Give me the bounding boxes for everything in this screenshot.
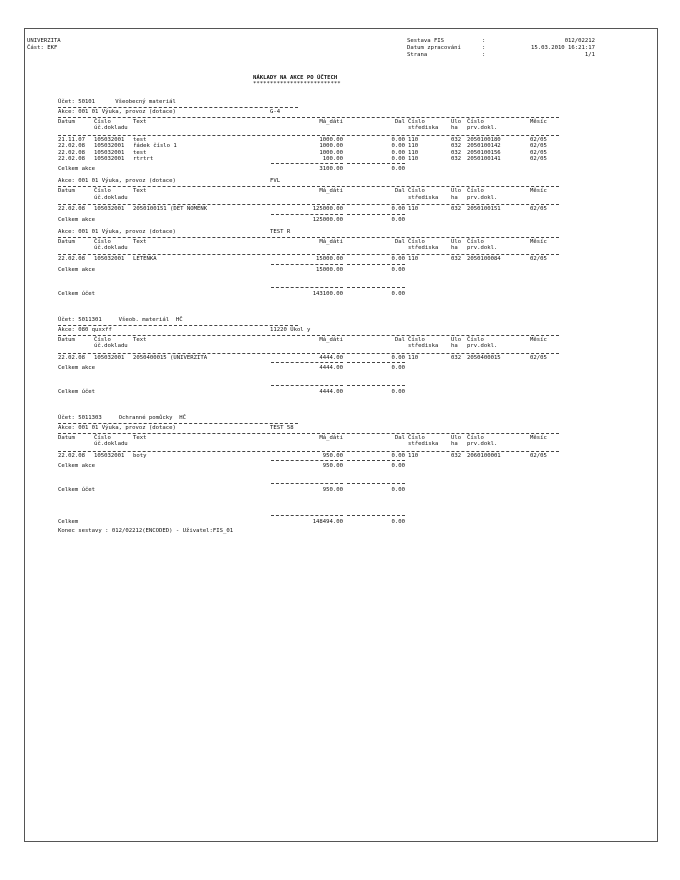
col-header-cislo-prv: Číslo <box>467 336 484 343</box>
report-title-underline: ************************** <box>253 81 341 87</box>
col-header-ma-dati: Má_dáti <box>319 238 343 245</box>
col-header-dal: Dal <box>394 119 405 125</box>
date-colon: : <box>482 45 486 51</box>
cell-ulo: 032 <box>451 149 462 156</box>
cell-ulo: 032 <box>451 452 462 459</box>
cell-cislo: 105032001 <box>94 452 125 459</box>
col-header-text: Text <box>133 188 147 195</box>
cell-dal: 0.00 <box>391 256 405 263</box>
cell-prv-dokl: 2060100001 <box>467 452 501 459</box>
cell-text: test <box>133 149 147 156</box>
col-header-cislo: Číslo <box>94 435 111 441</box>
system-value: 012/02212 <box>564 38 595 44</box>
col-header-datum: Datum <box>58 336 75 343</box>
account-rule <box>58 107 298 108</box>
grand-total-ma-dati: 148494.00 <box>312 519 343 526</box>
col-header-cislo-prv: Číslo <box>467 188 484 195</box>
account-total-label: Celkem účet <box>58 487 96 494</box>
col-header-ulo: Ulo <box>451 435 462 441</box>
cell-ulo: 032 <box>451 156 462 162</box>
col-header-mesic: Měsíc <box>530 238 547 245</box>
action-total-dal: 0.00 <box>391 216 405 223</box>
action-rule <box>58 335 559 336</box>
col-header-ha: ha <box>451 441 458 448</box>
col-header-dal: Dal <box>394 435 405 441</box>
cell-text: 2050100151 (DET NOMENK <box>133 206 208 213</box>
col-header-cislo-prv: Číslo <box>467 238 484 245</box>
col-header-datum: Datum <box>58 188 75 195</box>
grand-total-label: Celkem <box>58 519 79 526</box>
col-header-cislo-prv: Číslo <box>467 119 484 125</box>
cell-ulo: 032 <box>451 206 462 213</box>
account-total-rule <box>271 385 343 386</box>
col-header-cislo-prv: Číslo <box>467 435 484 441</box>
cell-mesic: 02/05 <box>530 354 547 361</box>
col-header-text: Text <box>133 336 147 343</box>
col-header-uc-dokladu: úč.dokladu <box>94 194 128 201</box>
cell-stredisko: 110 <box>408 136 419 143</box>
col-header-mesic: Měsíc <box>530 336 547 343</box>
col-header-ma-dati: Má_dáti <box>319 119 343 125</box>
cell-mesic: 02/05 <box>530 206 547 213</box>
subtotal-rule <box>271 264 343 265</box>
cell-ma-dati: 1000.00 <box>319 143 343 150</box>
header-rule <box>58 204 559 205</box>
cell-datum: 22.02.08 <box>58 156 85 162</box>
cell-ma-dati: 1000.00 <box>319 136 343 143</box>
report-page <box>24 28 658 842</box>
grand-total-dal: 0.00 <box>391 519 405 526</box>
action-rule <box>58 117 559 118</box>
cell-ma-dati: 125000.00 <box>312 206 343 213</box>
cell-cislo: 105032001 <box>94 354 125 361</box>
action-title: Akce: 001 01 Výuka, provoz (dotace) <box>58 228 176 235</box>
org-part: Část: EKF <box>27 45 58 51</box>
cell-datum: 22.02.08 <box>58 143 85 150</box>
cell-mesic: 02/05 <box>530 156 547 162</box>
col-header-ha: ha <box>451 245 458 251</box>
action-total-label: Celkem akce <box>58 365 96 371</box>
action-code: FVL <box>270 178 281 185</box>
col-header-ha: ha <box>451 125 458 132</box>
subtotal-rule <box>271 163 343 164</box>
col-header-prv-dokl: prv.dokl. <box>467 194 498 201</box>
account-total-ma-dati: 950.00 <box>322 487 343 494</box>
cell-text: 2050400015 (UNIVERZITA <box>133 354 208 361</box>
action-code: TEST R <box>270 228 291 235</box>
cell-datum: 22.02.08 <box>58 149 85 156</box>
account-total-rule <box>347 483 405 484</box>
col-header-prv-dokl: prv.dokl. <box>467 245 498 251</box>
account-total-dal: 0.00 <box>391 487 405 494</box>
account-total-label: Celkem účet <box>58 290 96 297</box>
cell-dal: 0.00 <box>391 149 405 156</box>
subtotal-rule <box>347 460 405 461</box>
col-header-mesic: Měsíc <box>530 119 547 125</box>
col-header-cislo-str: Číslo <box>408 336 425 343</box>
col-header-ma-dati: Má_dáti <box>319 188 343 195</box>
cell-cislo: 105032001 <box>94 143 125 150</box>
cell-dal: 0.00 <box>391 452 405 459</box>
cell-ulo: 032 <box>451 136 462 143</box>
cell-prv-dokl: 2050100151 <box>467 206 501 213</box>
action-total-label: Celkem akce <box>58 463 96 470</box>
cell-ulo: 032 <box>451 354 462 361</box>
cell-dal: 0.00 <box>391 136 405 143</box>
account-total-ma-dati: 143100.00 <box>312 290 343 297</box>
account-total-rule <box>271 287 343 288</box>
cell-ulo: 032 <box>451 256 462 263</box>
action-total-label: Celkem akce <box>58 266 96 273</box>
header-rule <box>58 254 559 255</box>
cell-dal: 0.00 <box>391 354 405 361</box>
col-header-ulo: Ulo <box>451 188 462 195</box>
col-header-ulo: Ulo <box>451 119 462 125</box>
system-colon: : <box>482 38 486 44</box>
page-value: 1/1 <box>584 52 595 58</box>
col-header-cislo: Číslo <box>94 336 111 343</box>
cell-ulo: 032 <box>451 143 462 150</box>
org-name: UNIVERZITA <box>27 38 61 44</box>
subtotal-rule <box>271 460 343 461</box>
cell-ma-dati: 1000.00 <box>319 149 343 156</box>
cell-prv-dokl: 2050100141 <box>467 156 501 162</box>
grand-total-rule <box>347 515 405 516</box>
cell-stredisko: 110 <box>408 156 419 162</box>
action-total-ma-dati: 125000.00 <box>312 216 343 223</box>
cell-prv-dokl: 2050400015 <box>467 354 501 361</box>
cell-prv-dokl: 2050100180 <box>467 136 501 143</box>
cell-text: test <box>133 136 147 143</box>
cell-stredisko: 110 <box>408 206 419 213</box>
cell-mesic: 02/05 <box>530 452 547 459</box>
cell-stredisko: 110 <box>408 452 419 459</box>
cell-mesic: 02/05 <box>530 143 547 150</box>
col-header-strediska: střediska <box>408 125 439 132</box>
account-total-rule <box>347 287 405 288</box>
col-header-prv-dokl: prv.dokl. <box>467 343 498 350</box>
action-rule <box>58 237 559 238</box>
report-footer: Konec sestavy : 012/02212(ENCODED) - Uživatel:FIS_01 <box>58 528 234 535</box>
cell-cislo: 105032001 <box>94 256 125 263</box>
col-header-strediska: střediska <box>408 194 439 201</box>
account-total-dal: 0.00 <box>391 290 405 297</box>
action-title: Akce: 001 01 Výuka, provoz (dotace) <box>58 109 176 115</box>
account-rule <box>58 423 298 424</box>
col-header-uc-dokladu: úč.dokladu <box>94 441 128 448</box>
cell-datum: 21.11.07 <box>58 136 85 143</box>
cell-mesic: 02/05 <box>530 149 547 156</box>
cell-ma-dati: 4444.00 <box>319 354 343 361</box>
subtotal-rule <box>347 264 405 265</box>
cell-stredisko: 110 <box>408 149 419 156</box>
action-title: Akce: 080 quxxff <box>58 326 112 333</box>
col-header-ma-dati: Má_dáti <box>319 336 343 343</box>
cell-ma-dati: 100.00 <box>322 156 343 162</box>
cell-text: řádek číslo 1 <box>133 143 177 150</box>
col-header-datum: Datum <box>58 435 75 441</box>
account-total-ma-dati: 4444.00 <box>319 389 343 395</box>
action-total-label: Celkem akce <box>58 216 96 223</box>
col-header-text: Text <box>133 119 147 125</box>
account-total-label: Celkem účet <box>58 389 96 395</box>
col-header-mesic: Měsíc <box>530 188 547 195</box>
action-total-ma-dati: 15000.00 <box>316 266 343 273</box>
cell-mesic: 02/05 <box>530 136 547 143</box>
col-header-dal: Dal <box>394 188 405 195</box>
cell-text: LETENKA <box>133 256 157 263</box>
cell-cislo: 105032001 <box>94 206 125 213</box>
report-title: NÁKLADY NA AKCE PO ÚČTECH <box>253 75 338 81</box>
account-total-rule <box>347 385 405 386</box>
action-code: G-4 <box>270 109 281 115</box>
subtotal-rule <box>347 214 405 215</box>
cell-text: boty <box>133 452 147 459</box>
cell-prv-dokl: 2050100156 <box>467 149 501 156</box>
col-header-strediska: střediska <box>408 441 439 448</box>
col-header-text: Text <box>133 238 147 245</box>
account-title: Účet: 5011303 Ochranné pomůcky HČ <box>58 415 186 421</box>
cell-dal: 0.00 <box>391 143 405 150</box>
col-header-ha: ha <box>451 194 458 201</box>
account-total-rule <box>271 483 343 484</box>
col-header-cislo: Číslo <box>94 119 111 125</box>
col-header-ulo: Ulo <box>451 238 462 245</box>
date-value: 15.03.2010 16:21:17 <box>531 45 595 51</box>
cell-datum: 22.02.08 <box>58 354 85 361</box>
cell-prv-dokl: 2050100084 <box>467 256 501 263</box>
col-header-cislo-str: Číslo <box>408 119 425 125</box>
grand-total-rule <box>271 515 343 516</box>
cell-dal: 0.00 <box>391 156 405 162</box>
cell-datum: 22.02.08 <box>58 452 85 459</box>
cell-mesic: 02/05 <box>530 256 547 263</box>
col-header-prv-dokl: prv.dokl. <box>467 125 498 132</box>
action-total-label: Celkem akce <box>58 166 96 173</box>
cell-stredisko: 110 <box>408 143 419 150</box>
header-rule <box>58 451 559 452</box>
col-header-cislo: Číslo <box>94 188 111 195</box>
system-label: Sestava FIS <box>407 38 445 44</box>
cell-cislo: 105032001 <box>94 136 125 143</box>
cell-text: rtrtrt <box>133 156 154 162</box>
action-code: TEST 58 <box>270 425 294 431</box>
cell-datum: 22.02.08 <box>58 256 85 263</box>
col-header-ulo: Ulo <box>451 336 462 343</box>
col-header-prv-dokl: prv.dokl. <box>467 441 498 448</box>
col-header-datum: Datum <box>58 238 75 245</box>
action-total-ma-dati: 3100.00 <box>319 166 343 173</box>
col-header-text: Text <box>133 435 147 441</box>
col-header-strediska: střediska <box>408 343 439 350</box>
cell-prv-dokl: 2050100142 <box>467 143 501 150</box>
col-header-cislo: Číslo <box>94 238 111 245</box>
col-header-datum: Datum <box>58 119 75 125</box>
header-rule <box>58 135 559 136</box>
cell-ma-dati: 950.00 <box>322 452 343 459</box>
cell-cislo: 105032001 <box>94 149 125 156</box>
cell-datum: 22.02.08 <box>58 206 85 213</box>
subtotal-rule <box>347 163 405 164</box>
account-title: Účet: 50101 Všeobecný materiál <box>58 99 176 105</box>
subtotal-rule <box>347 362 405 363</box>
action-total-ma-dati: 4444.00 <box>319 365 343 371</box>
cell-stredisko: 110 <box>408 256 419 263</box>
col-header-cislo-str: Číslo <box>408 238 425 245</box>
cell-stredisko: 110 <box>408 354 419 361</box>
page-label: Strana <box>407 52 428 58</box>
subtotal-rule <box>271 214 343 215</box>
col-header-mesic: Měsíc <box>530 435 547 441</box>
header-rule <box>58 353 559 354</box>
action-title: Akce: 001 01 Výuka, provoz (dotace) <box>58 425 176 431</box>
col-header-dal: Dal <box>394 336 405 343</box>
col-header-uc-dokladu: úč.dokladu <box>94 245 128 251</box>
col-header-cislo-str: Číslo <box>408 188 425 195</box>
col-header-ha: ha <box>451 343 458 350</box>
account-title: Účet: 5011301 Všeob. materiál HČ <box>58 316 183 323</box>
col-header-dal: Dal <box>394 238 405 245</box>
col-header-uc-dokladu: úč.dokladu <box>94 343 128 350</box>
col-header-cislo-str: Číslo <box>408 435 425 441</box>
action-total-dal: 0.00 <box>391 365 405 371</box>
action-total-ma-dati: 950.00 <box>322 463 343 470</box>
page-colon: : <box>482 52 486 58</box>
cell-cislo: 105032001 <box>94 156 125 162</box>
col-header-strediska: střediska <box>408 245 439 251</box>
account-rule <box>58 325 298 326</box>
col-header-uc-dokladu: úč.dokladu <box>94 125 128 132</box>
account-total-dal: 0.00 <box>391 389 405 395</box>
col-header-ma-dati: Má_dáti <box>319 435 343 441</box>
action-rule <box>58 433 559 434</box>
cell-dal: 0.00 <box>391 206 405 213</box>
date-label: Datum zpracování <box>407 45 461 51</box>
action-total-dal: 0.00 <box>391 166 405 173</box>
cell-ma-dati: 15000.00 <box>316 256 343 263</box>
subtotal-rule <box>271 362 343 363</box>
action-code: 11220 Úkol y <box>270 326 311 333</box>
action-title: Akce: 001 01 Výuka, provoz (dotace) <box>58 178 176 185</box>
action-total-dal: 0.00 <box>391 463 405 470</box>
action-total-dal: 0.00 <box>391 266 405 273</box>
